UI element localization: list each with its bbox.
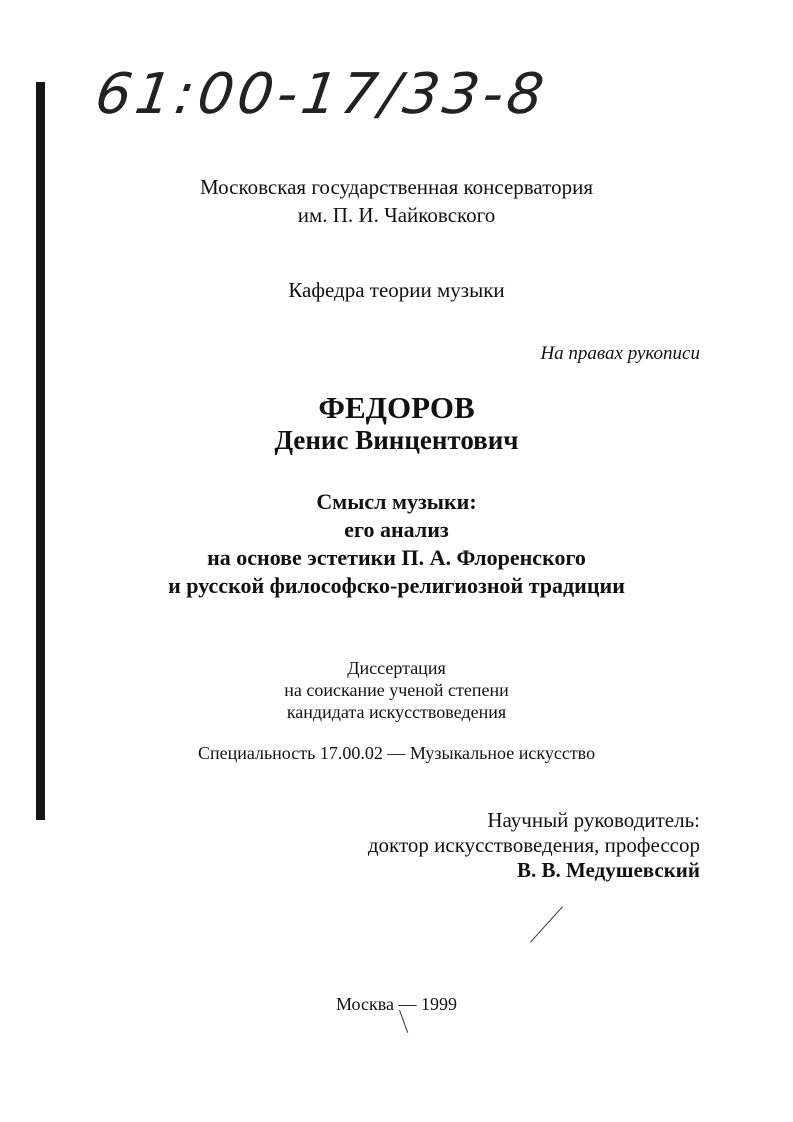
- pen-stroke-mark: [530, 906, 563, 942]
- supervisor-credentials: доктор искусствоведения, профессор: [367, 833, 700, 857]
- supervisor-name: В. В. Медушевский: [517, 858, 700, 882]
- dissertation-title-line2: его анализ: [344, 517, 449, 542]
- supervisor-label: Научный руководитель:: [487, 808, 700, 832]
- specialty: Специальность 17.00.02 — Музыкальное искусство: [197, 743, 596, 763]
- degree-line2: на соискание ученой степени: [284, 680, 509, 700]
- handwritten-archive-number: 61:00-17/33-8: [91, 62, 552, 127]
- author-name: Денис Винцентович: [274, 425, 519, 455]
- place-year: Москва — 1999: [336, 994, 457, 1014]
- institution-name-line1: Московская государственная консерватория: [199, 175, 593, 199]
- manuscript-note: На правах рукописи: [540, 343, 700, 364]
- institution-name-line2: им. П. И. Чайковского: [297, 203, 496, 227]
- dissertation-title-line4: и русской философско-религиозной традиции: [168, 573, 625, 598]
- degree-line1: Диссертация: [347, 658, 446, 678]
- department-name: Кафедра теории музыки: [288, 278, 505, 302]
- dissertation-title-line1: Смысл музыки:: [316, 489, 477, 514]
- dissertation-title-line3: на основе эстетики П. А. Флоренского: [207, 545, 586, 570]
- degree-line3: кандидата искусствоведения: [286, 702, 507, 722]
- author-surname: ФЕДОРОВ: [318, 390, 475, 425]
